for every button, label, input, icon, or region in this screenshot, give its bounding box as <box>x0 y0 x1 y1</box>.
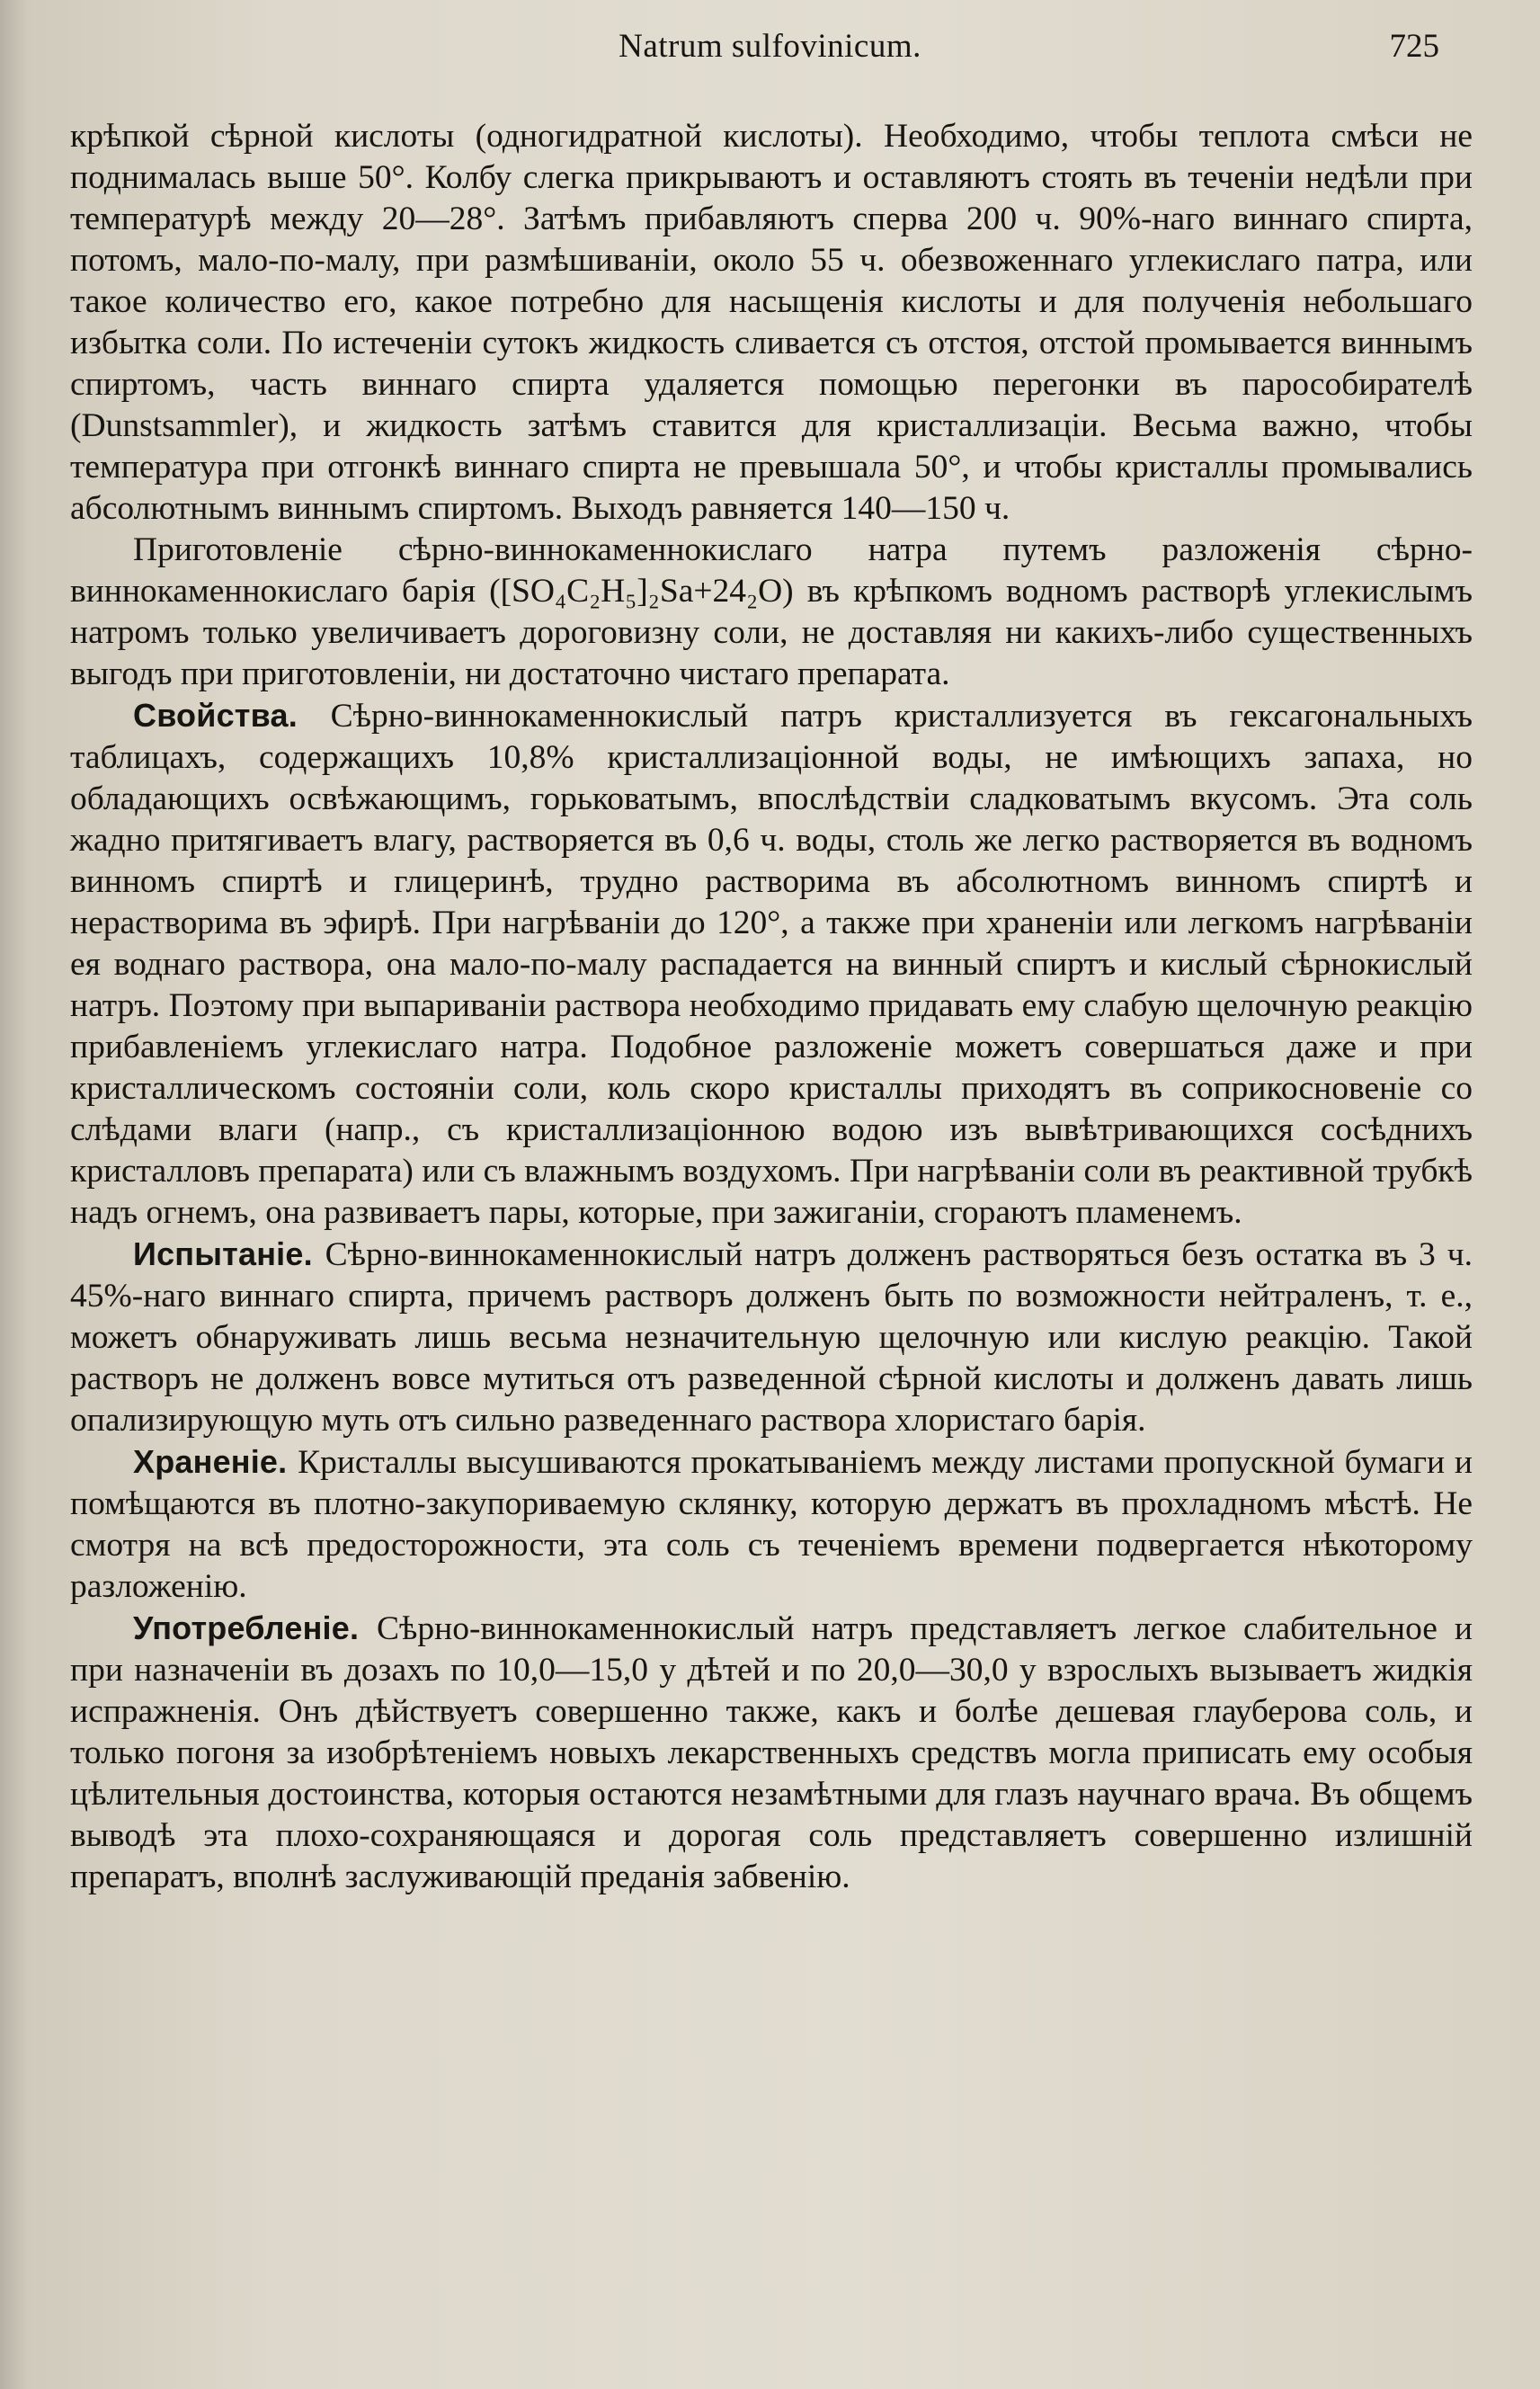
section-heading-storage: Храненіе. <box>133 1443 298 1480</box>
main-text <box>70 116 1473 1898</box>
paragraph-usage <box>70 1608 1473 1898</box>
paragraph-preparation-continued <box>70 116 1473 530</box>
paragraph-storage <box>70 1441 1473 1608</box>
paragraph-text: Сѣрно-виннокаменнокислый натръ долженъ растворяться безъ остатка въ 3 ч. 45%-наго виннаго спирта, причемъ растворъ долженъ быть по возможности нейтраленъ, т. е., можетъ обнаруживать лишь весьма незначительную щелочную или кислую реакцію. Такой растворъ не долженъ вовсе мутиться отъ разведенной сѣрной кислоты и долженъ давать лишь опализирующую муть отъ сильно разведеннаго раствора хлористаго барія. <box>70 1236 1473 1439</box>
page-header <box>65 27 1475 81</box>
page-number: 725 <box>1389 28 1439 65</box>
section-heading-usage: Употребленіе. <box>133 1609 377 1646</box>
running-title: Natrum sulfovinicum. <box>619 28 921 65</box>
page-edge-shadow <box>0 0 29 2389</box>
paragraph-testing <box>70 1234 1473 1441</box>
paragraph-text: Кристаллы высушиваются прокатываніемъ между листами пропускной бумаги и помѣщаются въ плотно-закупориваемую склянку, которую держатъ въ прохладномъ мѣстѣ. Не смотря на всѣ предосторожности, эта соль съ теченіемъ времени подвергается нѣкоторому разложенію. <box>70 1444 1473 1605</box>
paragraph-properties <box>70 695 1473 1234</box>
paragraph-alternative-preparation <box>70 530 1473 695</box>
paragraph-text: Сѣрно-виннокаменнокислый натръ представляетъ легкое слабительное и при назначеніи въ дозахъ по 10,0—15,0 у дѣтей и по 20,0—30,0 у взрослыхъ вызываетъ жидкія испражненія. Онъ дѣйствуетъ совершенно также, какъ и болѣе дешевая глауберова соль, и только погоня за изобрѣтеніемъ новыхъ лекарственныхъ средствъ могла приписать ему особыя цѣлительныя достоинства, которыя остаются незамѣтными для глазъ научнаго врача. Въ общемъ выводѣ эта плохо-сохраняющаяся и дорогая соль представляетъ совершенно излишній препаратъ, вполнѣ заслуживающій преданія забвенію. <box>70 1610 1473 1895</box>
paragraph-text: Сѣрно-виннокаменнокислый патръ кристаллизуется въ гексагональныхъ таблицахъ, содержащихъ 10,8% кристаллизаціонной воды, не имѣющихъ запаха, но обладающихъ освѣжающимъ, горьковатымъ, впослѣдствіи сладковатымъ вкусомъ. Эта соль жадно притягиваетъ влагу, растворяется въ 0,6 ч. воды, столь же легко растворяется въ водномъ винномъ спиртѣ и глицеринѣ, трудно растворима въ абсолютномъ винномъ спиртѣ и нерастворима въ эфирѣ. При нагрѣваніи до 120°, а также при храненіи или легкомъ нагрѣваніи ея воднаго раствора, она мало-по-малу распадается на винный спиртъ и кислый сѣрнокислый натръ. Поэтому при выпариваніи раствора необходимо придавать ему слабую щелочную реакцію прибавленіемъ углекислаго натра. Подобное разложеніе можетъ совершаться даже и при кристаллическомъ состояніи соли, коль скоро кристаллы приходятъ въ соприкосновеніе со слѣдами влаги (напр., съ кристаллизаціонною водою изъ вывѣтривающихся сосѣднихъ кристалловъ препарата) или съ влажнымъ воздухомъ. При нагрѣваніи соли въ реактивной трубкѣ надъ огнемъ, она развиваетъ пары, которые, при зажиганіи, сгораютъ пламенемъ. <box>70 698 1473 1231</box>
paragraph-text: Приготовленіе сѣрно-виннокаменнокислаго натра путемъ разложенія сѣрно-виннокаменнокислаго барія ([SO₄C₂H₅]₂Sa+24₂O) въ крѣпкомъ водномъ растворѣ углекислымъ натромъ только увеличиваетъ дороговизну соли, не доставляя ни какихъ-либо существенныхъ выгодъ при приготовленіи, ни достаточно чистаго препарата. <box>70 531 1473 692</box>
paragraph-text: крѣпкой сѣрной кислоты (одногидратной кислоты). Необходимо, чтобы теплота смѣси не поднималась выше 50°. Колбу слегка прикрываютъ и оставляютъ стоять въ теченіи недѣли при температурѣ между 20—28°. Затѣмъ прибавляютъ сперва 200 ч. 90%-наго виннаго спирта, потомъ, мало-по-малу, при размѣшиваніи, около 55 ч. обезвоженнаго углекислаго патра, или такое количество его, какое потребно для насыщенія кислоты и для полученія небольшаго избытка соли. По истеченіи сутокъ жидкость сливается съ отстоя, отстой промывается виннымъ спиртомъ, часть виннаго спирта удаляется помощью перегонки въ парособирателѣ (Dunstsammler), и жидкость затѣмъ ставится для кристаллизаціи. Весьма важно, чтобы температура при отгонкѣ виннаго спирта не превышала 50°, и чтобы кристаллы промывались абсолютнымъ виннымъ спиртомъ. Выходъ равняется 140—150 ч. <box>70 118 1473 527</box>
section-heading-testing: Испытаніе. <box>133 1235 325 1272</box>
section-heading-properties: Свойства. <box>133 697 331 734</box>
